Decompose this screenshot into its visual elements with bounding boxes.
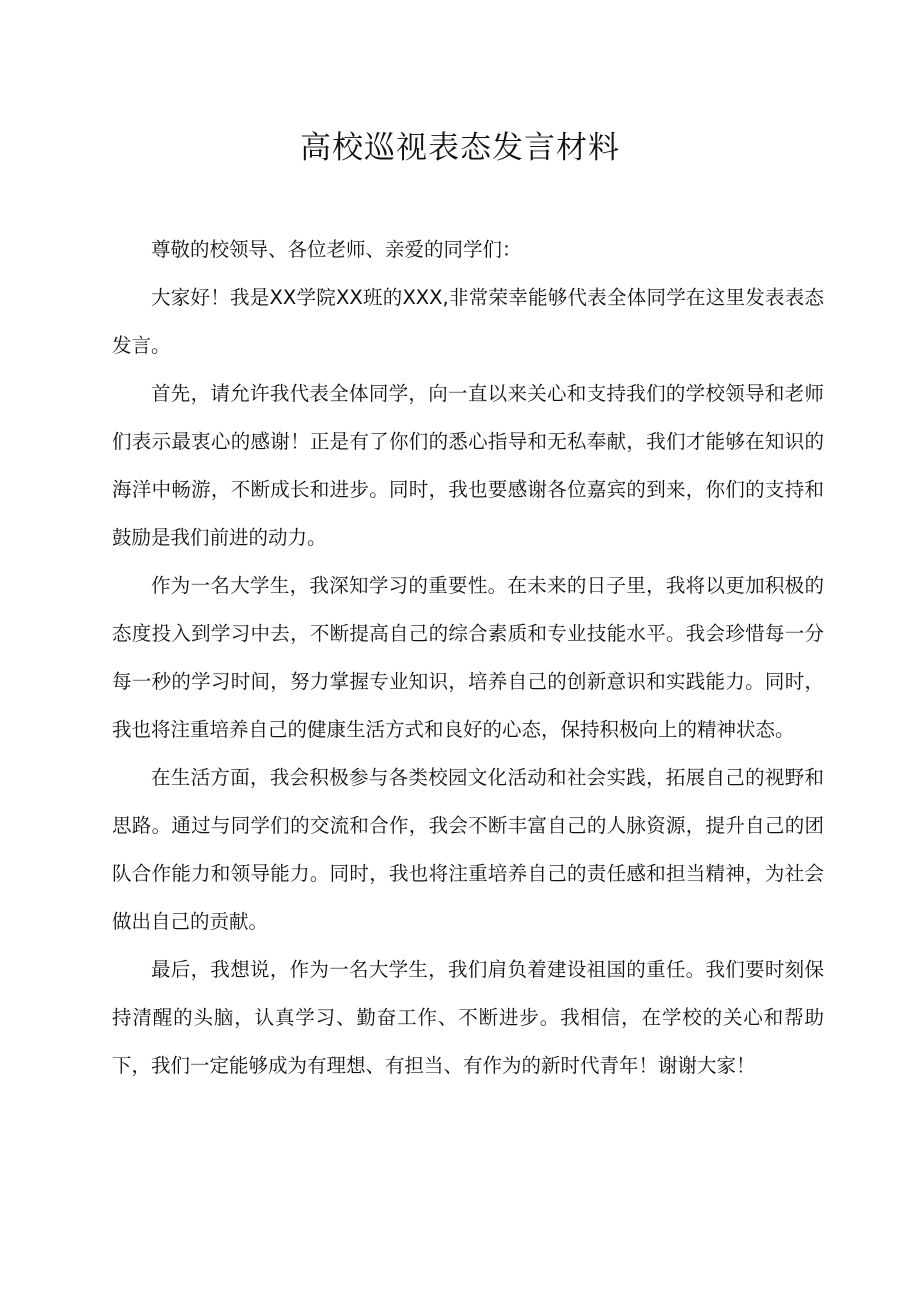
page-title: 高校巡视表态发言材料 [300, 130, 620, 166]
paragraph-study: 作为一名大学生，我深知学习的重要性。在未来的日子里，我将以更加积极的态度投入到学习中去，不断提高自己的综合素质和专业技能水平。我会珍惜每一分每一秒的学习时间，努力掌握专业知识，培养自己的创新意识和实践能力。同时，我也将注重培养自己的健康生活方式和良好的心态，保持积极向上的精神状态。 [112, 574, 824, 741]
paragraph-greeting: 大家好！我是XX学院XX班的XXX,非常荣幸能够代表全体同学在这里发表表态发言。 [112, 286, 824, 357]
paragraph-thanks: 首先，请允许我代表全体同学，向一直以来关心和支持我们的学校领导和老师们表示最衷心的感谢！正是有了你们的悉心指导和无私奉献，我们才能够在知识的海洋中畅游，不断成长和进步。同时，我也要感谢各位嘉宾的到来，你们的支持和鼓励是我们前进的动力。 [112, 382, 824, 549]
paragraph-salutation: 尊敬的校领导、各位老师、亲爱的同学们： [151, 238, 522, 261]
paragraph-closing: 最后，我想说，作为一名大学生，我们肩负着建设祖国的重任。我们要时刻保持清醒的头脑，认真学习、勤奋工作、不断进步。我相信，在学校的关心和帮助下，我们一定能够成为有理想、有担当、有作为的新时代青年！谢谢大家！ [112, 958, 824, 1077]
paragraph-life: 在生活方面，我会积极参与各类校园文化活动和社会实践，拓展自己的视野和思路。通过与同学们的交流和合作，我会不断丰富自己的人脉资源，提升自己的团队合作能力和领导能力。同时，我也将注重培养自己的责任感和担当精神，为社会做出自己的贡献。 [112, 766, 824, 933]
document-body [112, 226, 824, 1090]
